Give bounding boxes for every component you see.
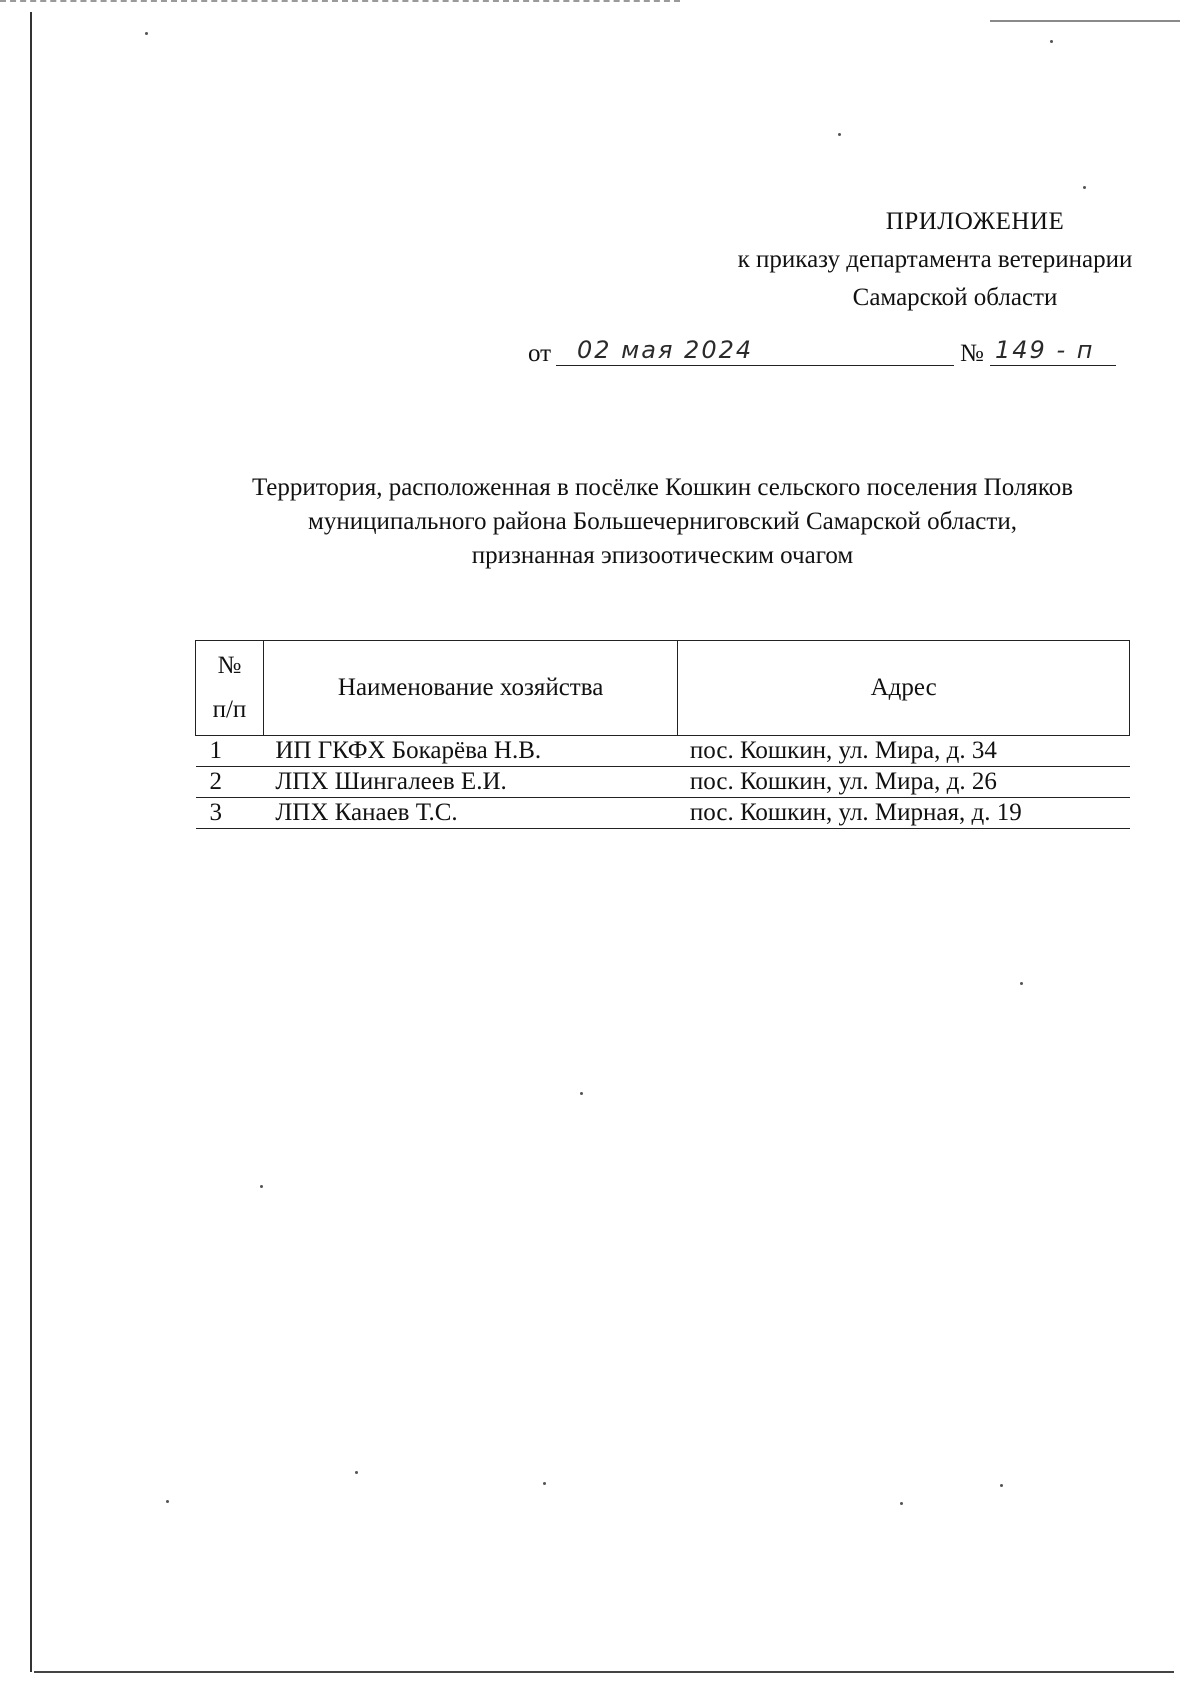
header-address: Адрес [678, 641, 1130, 736]
appendix-line-2: Самарской области [852, 284, 1058, 311]
scan-edge-top [0, 0, 680, 2]
title-line-1: Территория, расположенная в посёлке Кошкин сельского поселения Поляков [251, 474, 1074, 501]
row-address: пос. Кошкин, ул. Мира, д. 26 [678, 767, 1130, 798]
scan-speck [1020, 982, 1023, 985]
scan-speck [900, 1502, 903, 1505]
title-line-2: муниципального района Большечерниговский Самарской области, [308, 508, 1017, 535]
header-number-symbol: № [217, 652, 242, 679]
table-row [196, 736, 1130, 767]
order-reference [528, 336, 1118, 376]
appendix-heading: ПРИЛОЖЕНИЕ [885, 208, 1065, 235]
row-number: 2 [196, 767, 264, 798]
scan-speck [1050, 40, 1053, 43]
order-number-value: 149 - п [990, 336, 1116, 366]
table-row [196, 798, 1130, 829]
table-header-row [196, 641, 1130, 736]
title-line-3: признанная эпизоотическим очагом [471, 542, 854, 569]
row-number: 3 [196, 798, 264, 829]
scan-speck [543, 1482, 546, 1485]
scan-edge-top-right [990, 20, 1180, 22]
scan-speck [580, 1092, 583, 1095]
row-farm-name: ЛПХ Шингалеев Е.И. [263, 767, 678, 798]
scan-speck [1083, 186, 1086, 189]
table-row [196, 767, 1130, 798]
scan-speck [145, 32, 148, 35]
row-farm-name: ЛПХ Канаев Т.С. [263, 798, 678, 829]
header-number-pp: п/п [212, 696, 247, 723]
row-number: 1 [196, 736, 264, 767]
order-date-label: от [528, 340, 552, 367]
header-number [196, 641, 264, 736]
scan-speck [260, 1185, 263, 1188]
row-address: пос. Кошкин, ул. Мирная, д. 19 [678, 798, 1130, 829]
scan-edge-left [30, 12, 32, 1672]
header-farm-name: Наименование хозяйства [263, 641, 678, 736]
scan-edge-bottom [34, 1671, 1174, 1673]
scan-speck [1000, 1484, 1003, 1487]
row-farm-name: ИП ГКФХ Бокарёва Н.В. [263, 736, 678, 767]
row-address: пос. Кошкин, ул. Мира, д. 34 [678, 736, 1130, 767]
scan-speck [355, 1471, 358, 1474]
scan-speck [166, 1500, 169, 1503]
order-date-value: 02 мая 2024 [556, 336, 954, 366]
farms-table [195, 640, 1130, 829]
appendix-header [600, 203, 1180, 317]
order-number-label: № [960, 340, 984, 367]
scan-speck [838, 133, 841, 136]
document-title [150, 471, 1175, 573]
appendix-line-1: к приказу департамента ветеринарии [737, 246, 1133, 273]
